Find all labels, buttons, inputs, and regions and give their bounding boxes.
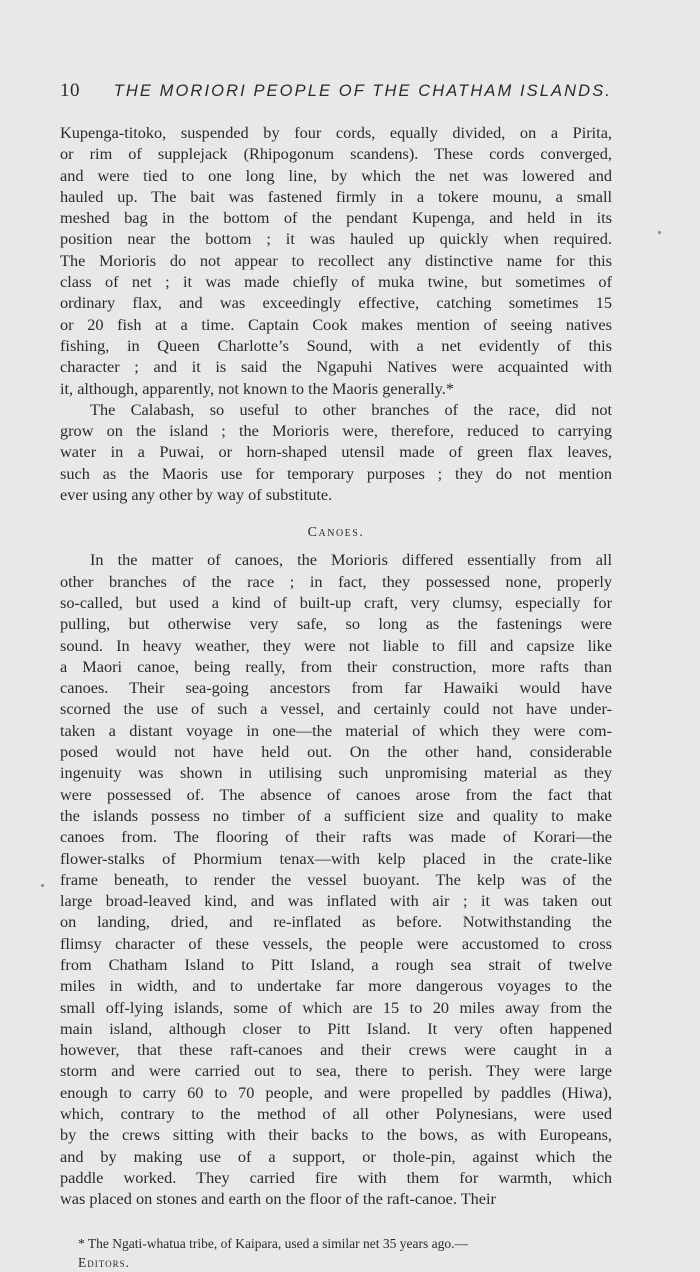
text-line: miles in width, and to undertake far more dangerous voyages to the xyxy=(60,976,612,996)
text-line: by the crews sitting with their backs to the bows, as with Europeans, xyxy=(60,1125,612,1145)
text-line: water in a Puwai, or horn-shaped utensil made of green flax leaves, xyxy=(60,442,612,462)
text-line: pulling, but otherwise very safe, so long as the fastenings were xyxy=(60,614,612,634)
text-line: other branches of the race ; in fact, they possessed none, properly xyxy=(60,571,612,591)
text-line: main island, although closer to Pitt Island. It very often happened xyxy=(60,1018,612,1038)
text-line: from Chatham Island to Pitt Island, a rough sea strait of twelve xyxy=(60,954,612,974)
text-line: on landing, dried, and re-inflated as before. Notwithstanding the xyxy=(60,912,612,932)
text-line: enough to carry 60 to 70 people, and were propelled by paddles (Hiwa), xyxy=(60,1082,612,1102)
text-line: and were tied to one long line, by which the net was lowered and xyxy=(60,165,612,185)
text-line: storm and were carried out to sea, there to perish. They were large xyxy=(60,1061,612,1081)
text-line: flower-stalks of Phormium tenax—with kelp placed in the crate-like xyxy=(60,848,612,868)
text-line: flimsy character of these vessels, the people were accustomed to cross xyxy=(60,933,612,953)
text-line: ever using any other by way of substitute. xyxy=(60,485,333,505)
page-number: 10 xyxy=(60,80,80,101)
text-line: taken a distant voyage in one—the material of which they were com- xyxy=(60,720,612,740)
footnote xyxy=(60,1234,612,1272)
text-line: ordinary flax, and was exceedingly effective, catching sometimes 15 xyxy=(60,293,612,313)
text-line: ingenuity was shown in utilising such unpromising material as they xyxy=(60,763,612,783)
text-line: large broad-leaved kind, and was inflated with air ; it was taken out xyxy=(60,891,612,911)
text-line: frame beneath, to render the vessel buoyant. The kelp was of the xyxy=(60,869,612,889)
text-line: grow on the island ; the Morioris were, therefore, reduced to carrying xyxy=(60,421,612,441)
text-line: The Morioris do not appear to recollect any distinctive name for this xyxy=(60,250,612,270)
text-line: class of net ; it was made chiefly of muka twine, but sometimes of xyxy=(60,272,612,292)
text-line: Kupenga-titoko, suspended by four cords, equally divided, on a Pirita, xyxy=(60,123,612,142)
paper-speck xyxy=(658,231,661,234)
text-line: or rim of supplejack (Rhipogonum scandens). These cords converged, xyxy=(60,144,612,164)
text-line: canoes. Their sea-going ancestors from far Hawaiki would have xyxy=(60,678,612,698)
text-line: position near the bottom ; it was hauled up quickly when required. xyxy=(60,229,612,249)
running-header xyxy=(60,80,612,110)
paragraph-canoes xyxy=(60,549,612,1209)
text-line: scorned the use of such a vessel, and certainly could not have under- xyxy=(60,699,612,719)
text-line: which, contrary to the method of all other Polynesians, were used xyxy=(60,1104,612,1124)
text-line: fishing, in Queen Charlotte’s Sound, with a net evidently of this xyxy=(60,335,612,355)
text-line: were possessed of. The absence of canoes arose from the fact that xyxy=(60,784,612,804)
text-line: a Maori canoe, being really, from their construction, more rafts than xyxy=(60,656,612,676)
running-title: THE MORIORI PEOPLE OF THE CHATHAM ISLANDS. xyxy=(113,82,612,100)
text-line: sound. In heavy weather, they were not liable to fill and capsize like xyxy=(60,635,612,655)
text-line: small off-lying islands, some of which are 15 to 20 miles away from the xyxy=(60,997,612,1017)
text-line: character ; and it is said the Ngapuhi Natives were acquainted with xyxy=(60,357,612,377)
paragraph-calabash xyxy=(60,399,612,505)
paragraph-nets xyxy=(60,122,612,399)
section-heading-canoes: Canoes. xyxy=(307,525,365,541)
text-line: posed would not have held out. On the other hand, considerable xyxy=(60,742,612,762)
page-body xyxy=(60,80,612,1272)
text-line: The Calabash, so useful to other branches of the race, did not xyxy=(90,399,612,419)
text-line: so-called, but used a kind of built-up craft, very clumsy, especially for xyxy=(60,592,612,612)
footnote-line: * The Ngati-whatua tribe, of Kaipara, used a similar net 35 years ago.— xyxy=(78,1235,468,1251)
text-line: the islands possess no timber of a sufficient size and quality to make xyxy=(60,805,612,825)
text-line: canoes from. The flooring of their rafts was made of Korari—the xyxy=(60,827,612,847)
text-line: however, that these raft-canoes and their crews were caught in a xyxy=(60,1040,612,1060)
text-line: such as the Maoris use for temporary purposes ; they do not mention xyxy=(60,463,612,483)
text-line: paddle worked. They carried fire with them for warmth, which xyxy=(60,1167,612,1187)
text-line: meshed bag in the bottom of the pendant Kupenga, and held in its xyxy=(60,208,612,228)
text-line: In the matter of canoes, the Morioris differed essentially from all xyxy=(90,550,612,570)
footnote-attribution: Editors. xyxy=(78,1254,130,1270)
text-line: was placed on stones and earth on the floor of the raft-canoe. Their xyxy=(60,1189,496,1209)
text-line: and by making use of a support, or thole-pin, against which the xyxy=(60,1146,612,1166)
paper-speck xyxy=(41,884,44,887)
text-line: it, although, apparently, not known to the Maoris generally.* xyxy=(60,378,454,398)
text-line: hauled up. The bait was fastened firmly in a tokere mounu, a small xyxy=(60,186,612,206)
text-line: or 20 fish at a time. Captain Cook makes mention of seeing natives xyxy=(60,314,612,334)
